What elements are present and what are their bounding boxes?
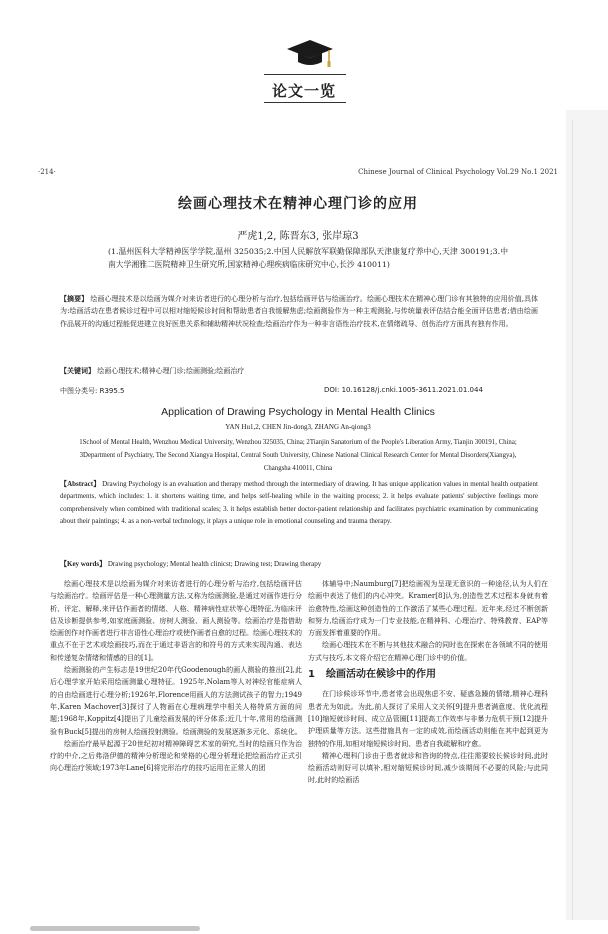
article-title-en: Application of Drawing Psychology in Mental Health Clinics bbox=[161, 406, 435, 418]
keywords-en-label: 【Key words】 bbox=[60, 560, 107, 568]
abstract-en-label: 【Abstract】 bbox=[60, 480, 101, 488]
body-paragraph: 绘画测验的产生标志是19世纪20年代Goodenough的画人测验的推出[2],此后心理学家开始采用绘画测量心理特征。1925年,Nolam等人对神经官能症病人的自由绘画进行心理分析;1926年,Florence用画人的方法测试孩子的智力;1949年,Karen Machover[3]探讨了人物画在心理病理学中相关人格特质方面的问题;1968年,Koppitz[4]提出了儿童绘画发展的评分体系;近几十年,常用的绘画测验有Buck[5]提出的房树人绘画投射测验。绘画测验的发展逐渐多元化、系统化。 bbox=[50, 666, 302, 736]
classification-row bbox=[60, 386, 538, 396]
keywords-zh bbox=[60, 365, 538, 377]
section-number: 1 bbox=[308, 669, 315, 681]
keywords-zh-label: 【关键词】 bbox=[60, 366, 95, 375]
right-panel-divider bbox=[572, 120, 573, 920]
authors-en: YAN Hu1,2, CHEN Jin-dong3, ZHANG An-qiong3 bbox=[225, 423, 371, 431]
article-title-zh: 绘画心理技术在精神心理门诊的应用 bbox=[178, 196, 418, 212]
paper-page bbox=[38, 160, 558, 930]
title-rule-top bbox=[264, 74, 346, 75]
keywords-en-text: Drawing psychology; Mental health clinicst; Drawing test; Drawing therapy bbox=[107, 560, 322, 568]
section-title: 论文一览 bbox=[271, 82, 336, 100]
journal-name: Chinese Journal of Clinical Psychology Vol.29 No.1 2021 bbox=[358, 168, 558, 176]
title-rule-bottom bbox=[264, 102, 346, 103]
app-header bbox=[0, 0, 608, 108]
horizontal-scrollbar[interactable] bbox=[30, 926, 200, 931]
section-heading-text: 绘画活动在候诊中的作用 bbox=[326, 669, 436, 681]
clc-label: 中图分类号: bbox=[60, 387, 98, 395]
abstract-en bbox=[60, 478, 538, 528]
abstract-zh bbox=[60, 293, 538, 330]
abstract-zh-text: 绘画心理技术是以绘画为媒介对来访者进行的心理分析与治疗,包括绘画评估与绘画治疗。绘画心理技术在精神心理门诊有其独特的应用价值,具体为:绘画活动在患者候诊过程中可以相对缩短候诊时间和帮助患者自我缓解焦虑;绘画测验作为一种主观测验,与传统量表评估结合能全面评估患者;借由绘画作品展开的沟通过程能促进建立良好医患关系和辅助精神状况检查;绘画治疗作为一种非言语性治疗技术,在情绪疏导、创伤治疗方面具有独有作用。 bbox=[60, 295, 538, 328]
doi-label: DOI: bbox=[324, 386, 340, 394]
body-paragraph: 体辅导中;Naumburg[7]把绘画视为呈现无意识的一种途径,认为人们在绘画中表达了他们的内心冲突。Kramer[8]认为,创造性艺术过程本身就有着治愈特性,绘画这种创造性的工作激活了某些心理过程。近年来,经过不断创新和努力,绘画治疗成为一门专业技能,在精神科、心理治疗、特殊教育、EAP等方面发挥着重要的作用。 bbox=[308, 580, 548, 638]
doi bbox=[324, 386, 483, 394]
body-paragraph: 绘画心理技术在不断与其他技术融合的同时也在探索在各领域不同的使用方式与技巧,本文将介绍它在精神心理门诊中的价值。 bbox=[308, 641, 548, 662]
keywords-en bbox=[60, 558, 538, 570]
clc-code: R395.5 bbox=[99, 387, 125, 395]
page-number: ·214· bbox=[38, 168, 56, 176]
graduation-cap-icon bbox=[285, 38, 335, 70]
abstract-en-text: Drawing Psychology is an evaluation and therapy method through the intermediary of drawing. It has unique application values in mental health outpatient departments, which includes: 1. it shortens waiting time, and helps self-healing while in the waiting process; 2. it helps evaluate patients' subjective feelings more comprehensively when combined with traditional scales; 3. it helps establish better doctor-patient relationship and facilitates psychiatric examination by communicating about their paintings; 4. as a non-verbal technology, it plays a unique role in emotional counseling and trauma therapy. bbox=[60, 480, 538, 526]
doi-value[interactable]: 10.16128/j.cnki.1005-3611.2021.01.044 bbox=[341, 386, 483, 394]
abstract-zh-label: 【摘要】 bbox=[60, 294, 89, 303]
body-paragraph: 绘画心理技术是以绘画为媒介对来访者进行的心理分析与治疗,包括绘画评估与绘画治疗。绘画评估是一种心理测量方法,又称为绘画测验,是通过对画作进行分析、评定、解释,来评估作画者的情绪、人格、精神病性症状等心理特征,为临床评估及诊断提供参考,如家庭画测验、房树人测验、画人测验等。绘画治疗是指借助绘画创作对作画者进行非言语性心理治疗或使作画者自愈的过程。绘画心理技术的重点不在于艺术或绘画技巧,而在于通过非语言的和符号的方式来实现沟通、表达和传递复杂情绪和情感的目的[1]。 bbox=[50, 580, 302, 662]
affiliations-zh: (1.温州医科大学精神医学学院,温州 325035;2.中国人民解放军联勤保障部队天津康复疗养中心,天津 300191;3.中南大学湘雅二医院精神卫生研究所,国家精神心理疾病临床研究中心,长沙 410011) bbox=[108, 247, 508, 269]
authors-zh: 严虎1,2, 陈晋东3, 张岸琼3 bbox=[237, 231, 359, 242]
body-paragraph: 在门诊候诊环节中,患者常会出现焦虑不安、疑惑急躁的情绪,精神心理科患者尤为如此。为此,前人探讨了采用人文关怀[9]提升患者满意度、优化流程[10]缩短就诊时间、成立品管圈[11]提高工作效率与非暴力危机干预[12]提升护理质量等方法。这些措施具有一定的成效,而绘画活动则能在其中起到更为独特的作用,如相对缩短候诊时间、患者自我疏解和疗愈。 bbox=[308, 690, 548, 748]
body-left-column bbox=[50, 578, 302, 775]
body-right-column bbox=[308, 578, 548, 787]
body-paragraph: 绘画治疗最早起源于20世纪初对精神障碍艺术家的研究,当时的绘画只作为治疗的中介,之后弗洛伊德的精神分析理论和荣格的心理分析理论把绘画治疗正式引向心理治疗领域;1973年Lane[6]将完形治疗的技巧运用在正常人的团 bbox=[50, 739, 302, 773]
keywords-zh-text: 绘画心理技术;精神心理门诊;绘画测验;绘画治疗 bbox=[97, 367, 245, 375]
body-paragraph: 精神心理科门诊由于患者就诊和咨询的特点,往往需要较长候诊时间,此时绘画活动则好可以填补,相对缩短候诊时间,减少该期间不必要的风险;与此同时,此时的绘画活 bbox=[308, 751, 548, 785]
section-heading bbox=[308, 669, 548, 681]
affiliations-en: 1School of Mental Health, Wenzhou Medical University, Wenzhou 325035, China; 2Tianjin Sanatorium of the People's Liberation Army, Tianjin 300191, China; 3Department of Psychiatry, The Second Xiangya Hospital, Central South University, Chinese National Clinical Research Center for Mental Disorders(Xiangya), Changsha 410011, China bbox=[79, 439, 517, 472]
